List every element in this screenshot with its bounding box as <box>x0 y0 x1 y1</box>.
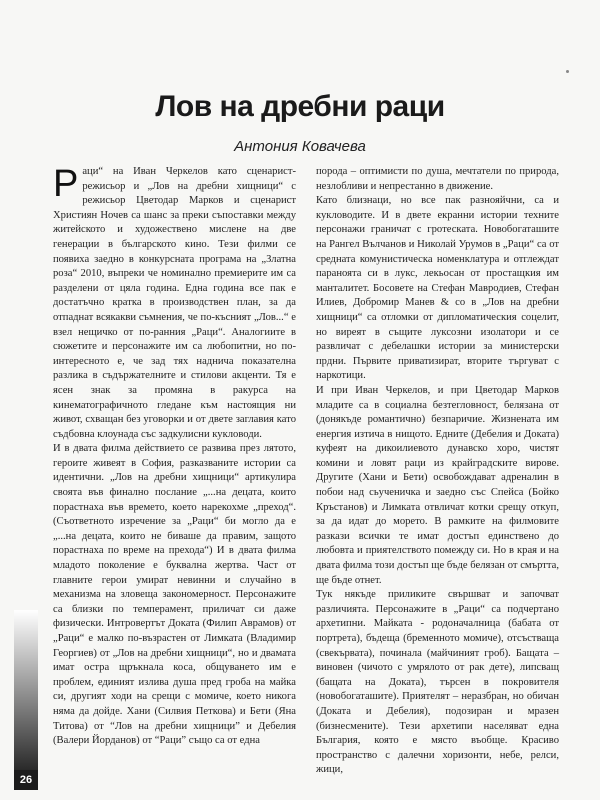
article-title: Лов на дребни раци <box>155 90 445 123</box>
paragraph: порода – оптимисти по душа, мечтатели по природа, незлобливи и непрестанно в движение. <box>316 166 559 192</box>
page-number: 26 <box>14 770 38 790</box>
paragraph <box>53 165 296 442</box>
paragraph: Като близнаци, но все пак разнояйчни, са и кукловодите. И в двете екранни истории техните персонажи граничат с гротеската. Новобогаташите на Рангел Вълчанов и Николай Урумов в „Раци“ са от средната комунистическа номенклатура и отглеждат параноята си в лукс, лекьосан от простащкия им манталитет. Босовете на Стефан Мавродиев, Стефан Илиев, Добромир Манев & со в „Лов на дребни хищници“ са отломки от дипломатическия соцелит, но виреят в същите луксозни изолатори и се развличат с дебелашки истории за министерски прдни. Първите приватизират, вторите търгуват с наркотици. <box>316 195 559 382</box>
article-author: Антония Ковачева <box>234 138 366 155</box>
left-column <box>53 165 296 749</box>
page-edge-gradient-bar <box>14 610 38 770</box>
drop-cap: Р <box>53 163 79 205</box>
paragraph: И при Иван Черкелов, и при Цветодар Марков младите са в социална безтегловност, белязана от (донякъде романтично) безпаричие. Жизнената им енергия изтича в нищото. Едните (Дебелия и Доката) куфеят на дикоилиевото дунавско хоро, чистят комини и ловят раци из крайградските вирове. Другите (Хани и Бети) освобождават адреналин в побои над сьученичка и заедно със Спейса (Бойко Кръстанов) и Лимката отвличат котки срещу откуп, за да идат до морето. В рамките на филмовите разкази всички те имат достъп единствено до любовта и приятелството помежду си. Но в края и на двата филма този достъп ще бъде белязан от смъртта, ще бъде отнет. <box>316 384 559 586</box>
paragraph: Тук някъде приликите свършват и започват различията. Персонажите в „Раци“ са подчертано архетипни. Майката - родоначалница (бабата от портрета), бъдеща (бременното момиче), отсъстваща (свекървата), починала (майчиният гроб). Бащата – виновен (чичото с умрялото от рак дете), липсващ (бащата на Доката), търсен в покровителя (новобогаташите). Приятелят – неразбран, но обичан (Доката и Дебелия), подозиран и мразен (бизнесмените). Тези архетипи населяват една България, която е място въобще. Красиво пространство с далечни хоризонти, небе, релси, жици, <box>316 589 559 776</box>
paragraph-text: аци“ на Иван Черкелов като сценарист-режисьор и „Лов на дребни хищници“ с режисьор Цветодар Марков и сценарист Християн Ночев са шанс за преки съпоставки между житейското и художествено мислене на две генерации в българското кино. Тези филми се появиха заедно в конкурсната програма на „Златна роза“ 2010, въпреки че номинално премиерите им са разделени от цяла година. Една година все пак е достатъчно кратка в производствен план, за да отпаднат всякакви съмнения, че по-късният „Лов...“ е взел нещичко от по-ранния „Раци“. Аналогиите в сюжетите и персонажите им са любопитни, но по-интересното е, че зад тях надничa показателна разлика в съдържателните и стилови акценти. Тя е ясен знак за промяна в ракурса на кинематографичното гледане към настоящия ни живот, схващан без уговорки и от двете заглавия като съдбовна клоунада със задкулисни кукловоди. <box>53 166 296 440</box>
paragraph: И в двата филма действието се развива през лятото, героите живеят в София, разказваните истории са идентични. „Лов на дребни хищници“ артикулира своята във финално послание „...на децата, които порастнаха във времето, което нарекохме „преход“. (Съответното изречение за „Раци“ би могло да е „...на децата, които не биваше да правим, защото порастнаха по време на прехода“) И в двата филма младото поколение е буквална жертва. Част от главните герои умират невинни и случайно в механизма на зловеща закономерност. Персонажите са близки по темперамент, приличат си даже физически. Интровертът Доката (Филип Аврамов) от „Раци“ е малко по-възрастен от Лимката (Владимир Георгиев) от „Лов на дребни хищници“, но и двамата имат остра щръкнала коса, общуването им е проблем, единият излива душа пред гроба на майка си, другият ходи на срещи с момиче, което никога няма да дойде. Хани (Силвия Петкова) и Бети (Яна Титова) от “Лов на дребни хищници” и Дебелия (Валери Йорданов) от “Раци” също са от една <box>53 443 296 747</box>
right-column <box>316 165 559 778</box>
decorative-dot <box>566 70 569 73</box>
